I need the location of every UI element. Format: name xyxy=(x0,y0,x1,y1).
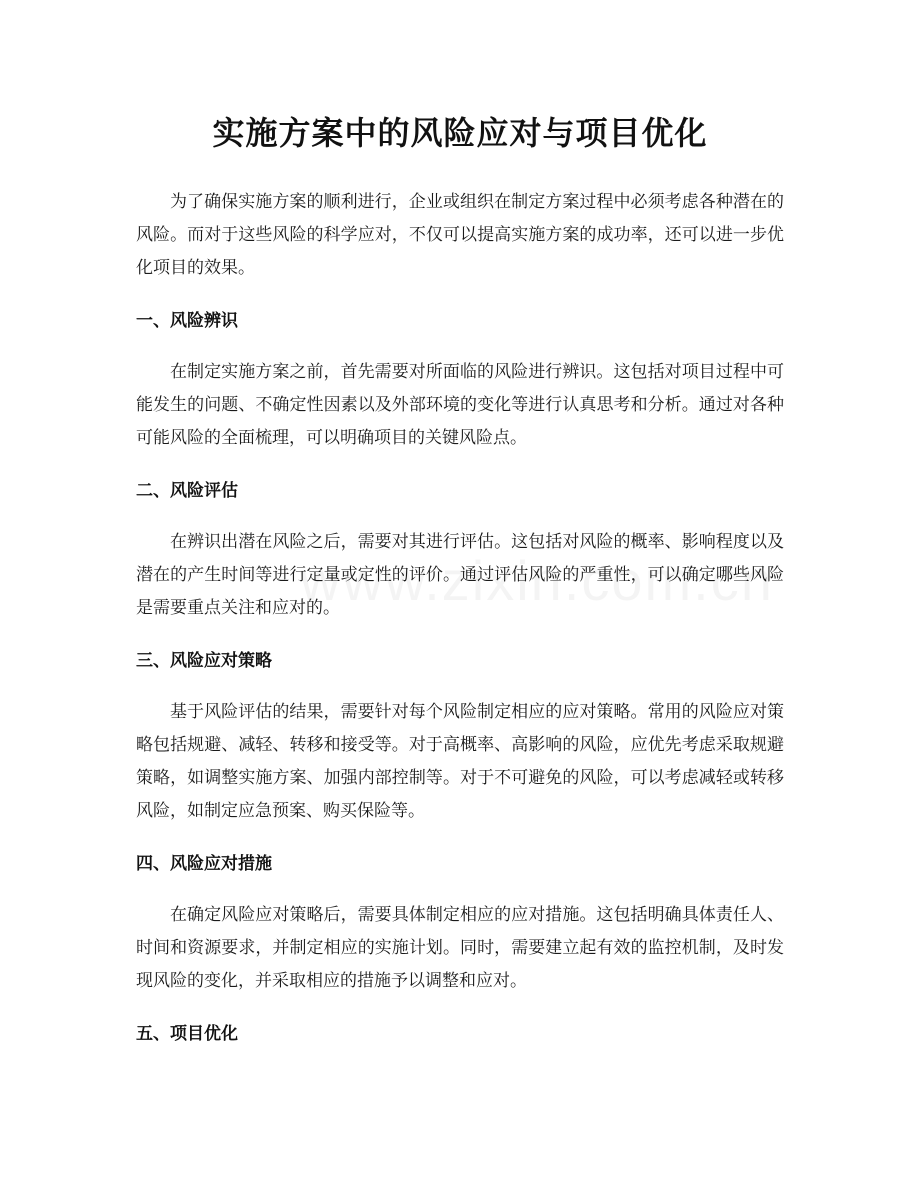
section-body-risk-assessment: 在辨识出潜在风险之后，需要对其进行评估。这包括对风险的概率、影响程度以及潜在的产生时间等进行定量或定性的评价。通过评估风险的严重性，可以确定哪些风险是需要重点关注和应对的。 xyxy=(136,532,784,618)
section-heading-risk-identification: 一、风险辨识 xyxy=(136,311,238,331)
section-heading-risk-assessment: 二、风险评估 xyxy=(136,481,238,501)
section-body-risk-identification: 在制定实施方案之前，首先需要对所面临的风险进行辨识。这包括对项目过程中可能发生的问题、不确定性因素以及外部环境的变化等进行认真思考和分析。通过对各种可能风险的全面梳理，可以明确项目的关键风险点。 xyxy=(136,362,784,448)
section-heading-project-optimization: 五、项目优化 xyxy=(136,1024,238,1044)
document-title: 实施方案中的风险应对与项目优化 xyxy=(212,114,708,152)
section-body-risk-measures: 在确定风险应对策略后，需要具体制定相应的应对措施。这包括明确具体责任人、时间和资源要求，并制定相应的实施计划。同时，需要建立起有效的监控机制，及时发现风险的变化，并采取相应的措施予以调整和应对。 xyxy=(136,905,784,991)
section-body-risk-strategy: 基于风险评估的结果，需要针对每个风险制定相应的应对策略。常用的风险应对策略包括规避、减轻、转移和接受等。对于高概率、高影响的风险，应优先考虑采取规避策略，如调整实施方案、加强内部控制等。对于不可避免的风险，可以考虑减轻或转移风险，如制定应急预案、购买保险等。 xyxy=(136,702,784,821)
section-heading-risk-measures: 四、风险应对措施 xyxy=(136,854,272,874)
intro-paragraph: 为了确保实施方案的顺利进行，企业或组织在制定方案过程中必须考虑各种潜在的风险。而对于这些风险的科学应对，不仅可以提高实施方案的成功率，还可以进一步优化项目的效果。 xyxy=(136,192,784,278)
section-heading-risk-strategy: 三、风险应对策略 xyxy=(136,651,272,671)
